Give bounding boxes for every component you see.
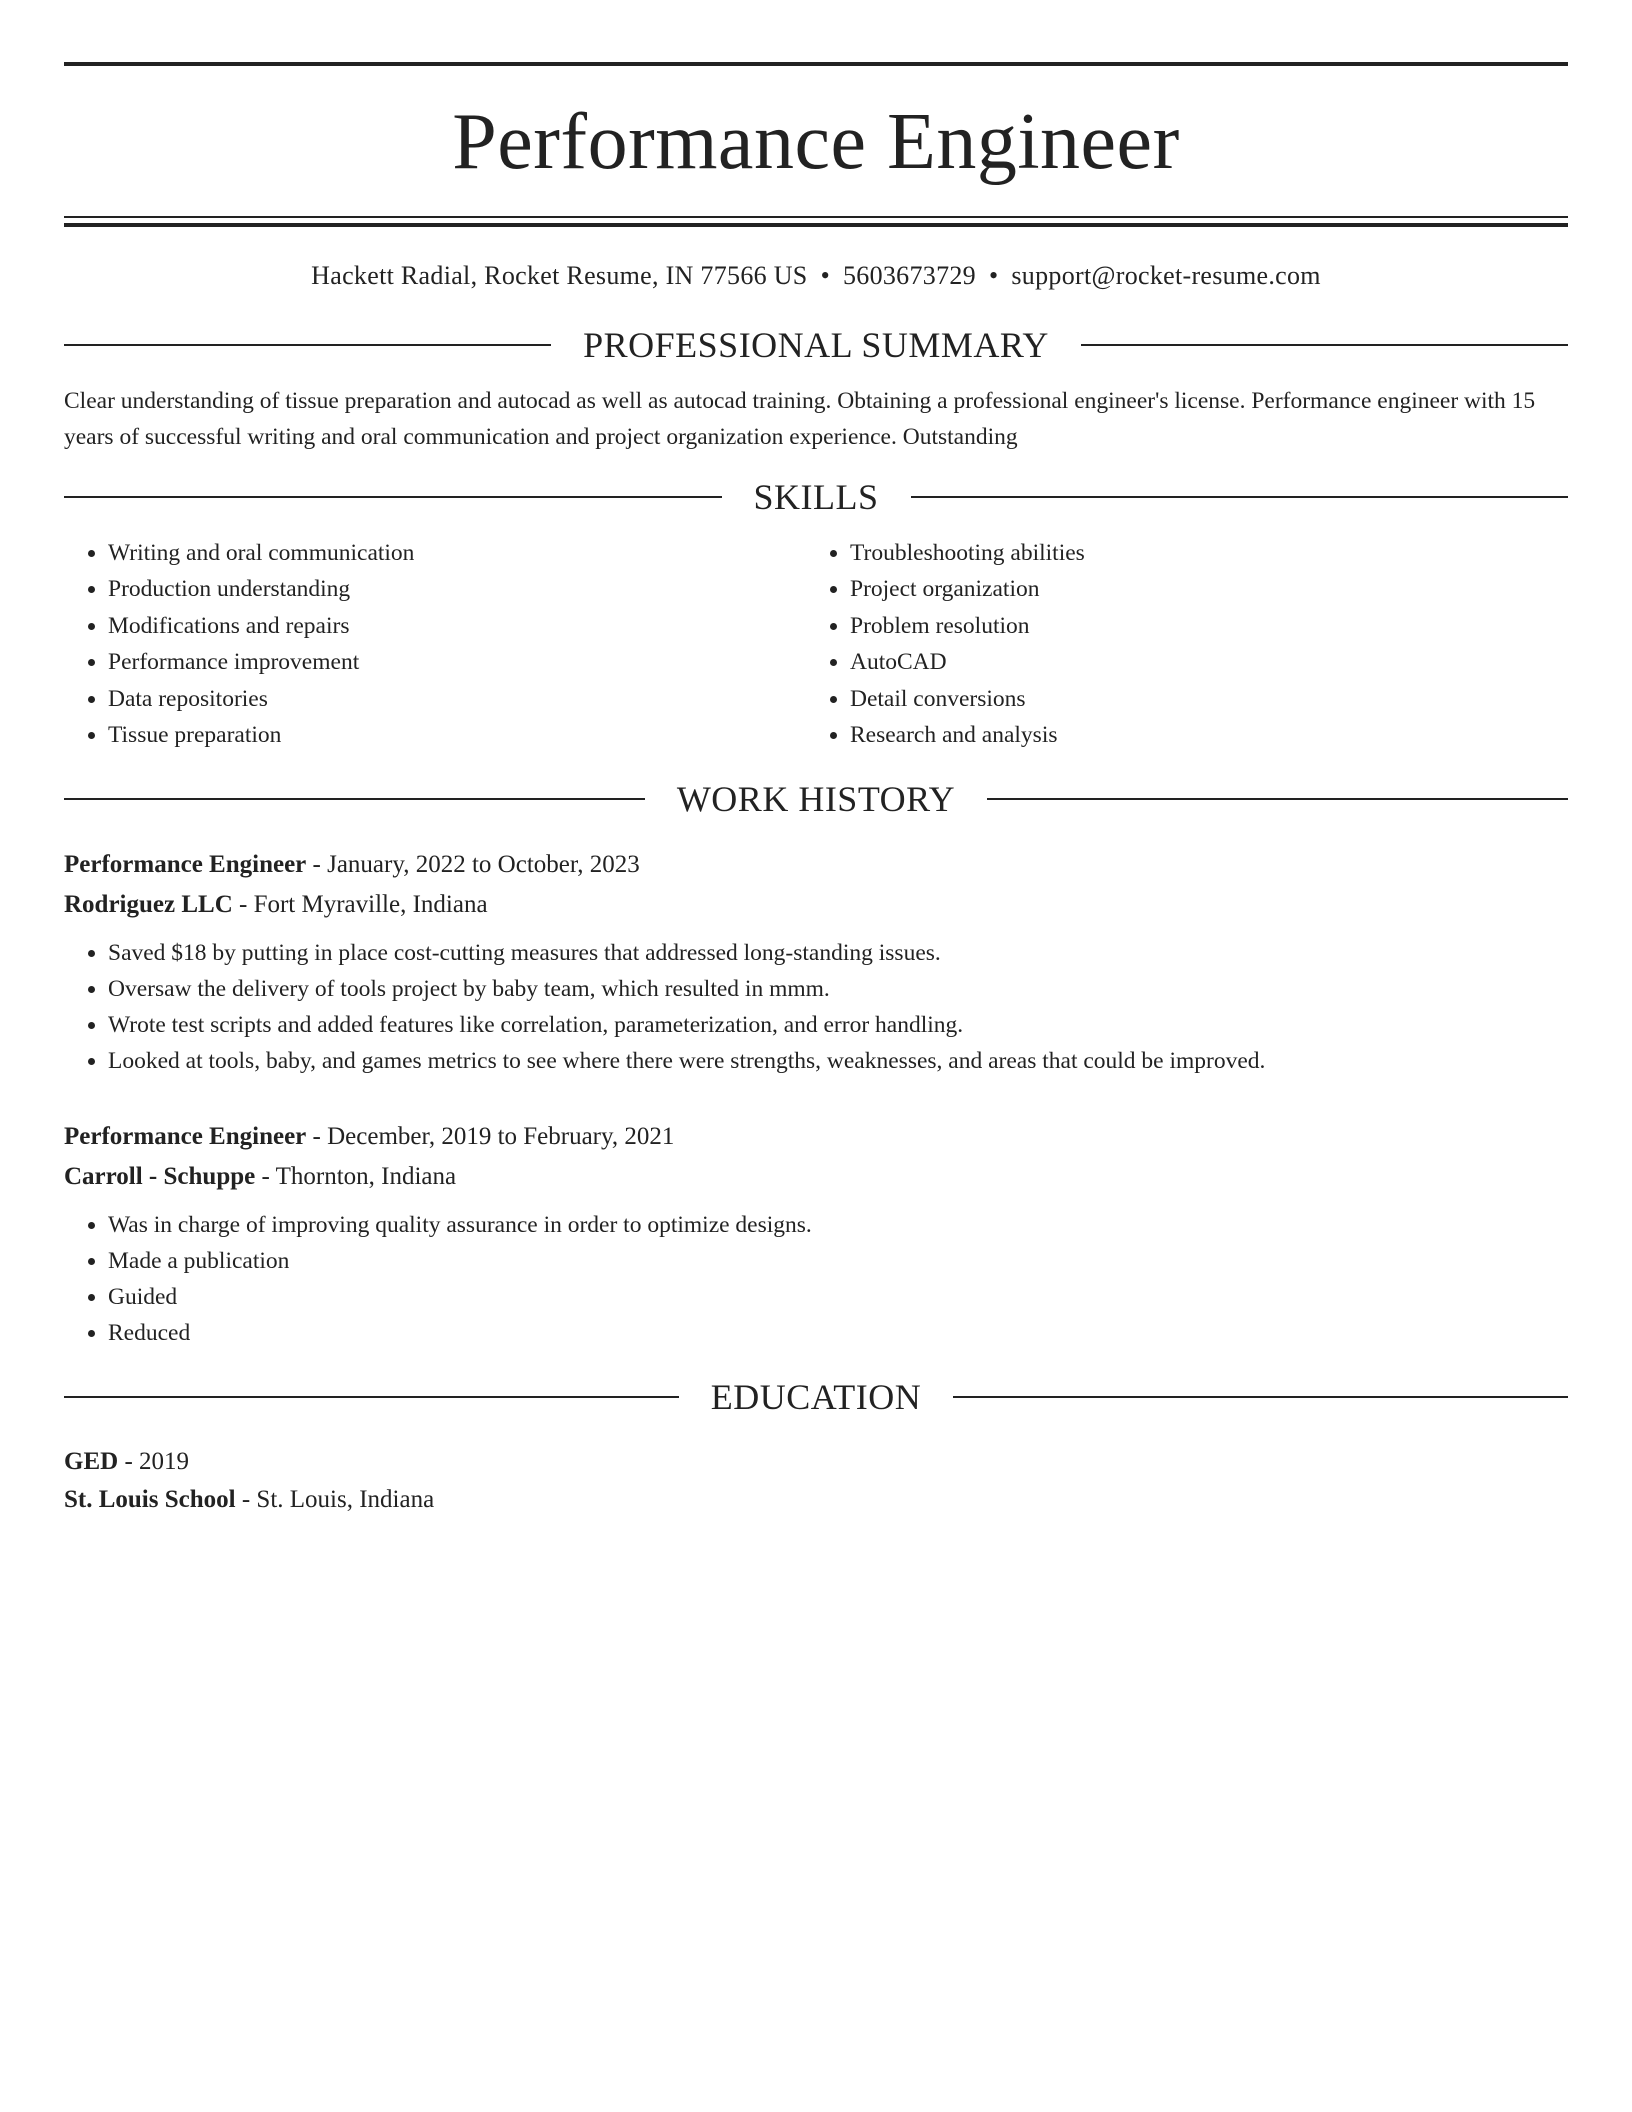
job-bullet: • Saved $18 by putting in place cost-cutting measures that addressed long-standing issues. (108, 935, 1568, 971)
job-entry (64, 1117, 1568, 1351)
job-bullets (64, 1207, 1568, 1351)
education-school-line (64, 1481, 1568, 1519)
section-title: PROFESSIONAL SUMMARY (583, 325, 1049, 365)
section-heading-summary (64, 325, 1568, 365)
job-title-line (64, 1117, 1568, 1157)
heading-rule-right (1081, 344, 1568, 346)
summary-text: Clear understanding of tissue preparation and autocad as well as autocad training. Obtaining a professional engineer's license. Performance engineer with 15 years of successful writing and oral communication and project organization experience. Outstanding (64, 388, 1536, 450)
skill-item: • AutoCAD (850, 644, 1548, 680)
contact-separator: • (820, 261, 830, 290)
header-double-rule (64, 216, 1568, 218)
job-bullet: • Was in charge of improving quality assurance in order to optimize designs. (108, 1207, 1568, 1243)
skill-item: • Writing and oral communication (108, 535, 806, 571)
job-bullet: • Wrote test scripts and added features like correlation, parameterization, and error handling. (108, 1007, 1568, 1043)
contact-phone: 5603673729 (842, 261, 976, 290)
skill-item: • Troubleshooting abilities (850, 535, 1548, 571)
skills-column-right (806, 535, 1548, 753)
skill-item: • Detail conversions (850, 681, 1548, 717)
skills-list (64, 535, 1568, 753)
job-bullet: • Reduced (108, 1315, 1568, 1351)
section-title: EDUCATION (710, 1377, 922, 1418)
resume-name: Performance Engineer (452, 98, 1180, 186)
education-location: - St. Louis, Indiana (235, 1486, 435, 1514)
heading-rule-left (64, 798, 645, 800)
heading-rule-right (953, 1396, 1568, 1398)
skill-item: • Performance improvement (108, 644, 806, 680)
job-title: Performance Engineer (64, 1123, 307, 1151)
heading-rule-right (987, 798, 1568, 800)
section-heading-work (64, 779, 1568, 819)
heading-rule-left (64, 1396, 679, 1398)
skill-item: • Research and analysis (850, 717, 1548, 753)
contact-line (64, 261, 1568, 291)
skill-item: • Tissue preparation (108, 717, 806, 753)
heading-rule-left (64, 344, 551, 346)
section-title: WORK HISTORY (676, 779, 956, 820)
skill-item: • Problem resolution (850, 608, 1548, 644)
job-location: - Thornton, Indiana (255, 1163, 457, 1191)
contact-separator: • (988, 261, 999, 290)
skill-item: • Modifications and repairs (108, 608, 806, 644)
job-location: - Fort Myraville, Indiana (232, 891, 488, 919)
education-school: St. Louis School (64, 1486, 236, 1514)
education-degree-line (64, 1443, 1568, 1481)
job-dates: - December, 2019 to February, 2021 (306, 1123, 675, 1151)
section-heading-skills (64, 477, 1568, 517)
header-top-rule (64, 62, 1568, 66)
heading-rule-left (64, 496, 722, 498)
contact-email: support@rocket-resume.com (1011, 261, 1321, 290)
job-bullets (64, 935, 1568, 1079)
education-entry (64, 1443, 1568, 1519)
skill-item: • Project organization (850, 571, 1548, 607)
skill-item: • Production understanding (108, 571, 806, 607)
job-bullet: • Made a publication (108, 1243, 1568, 1279)
job-bullet: • Oversaw the delivery of tools project by baby team, which resulted in mmm. (108, 971, 1568, 1007)
contact-address: Hackett Radial, Rocket Resume, IN 77566 US (311, 261, 808, 290)
heading-rule-right (911, 496, 1569, 498)
skill-item: • Data repositories (108, 681, 806, 717)
job-company: Carroll - Schuppe (64, 1163, 256, 1191)
header-double-rule-lower (64, 223, 1568, 227)
job-company-line (64, 1157, 1568, 1197)
job-bullet: • Looked at tools, baby, and games metrics to see where there were strengths, weaknesses, and areas that could be improved. (108, 1043, 1568, 1079)
job-company: Rodriguez LLC (64, 891, 233, 919)
job-title-line (64, 845, 1568, 885)
job-company-line (64, 885, 1568, 925)
education-year: - 2019 (118, 1448, 190, 1476)
job-title: Performance Engineer (64, 851, 307, 879)
section-title: SKILLS (753, 477, 879, 517)
education-degree: GED (64, 1448, 119, 1476)
job-entry (64, 845, 1568, 1079)
job-dates: - January, 2022 to October, 2023 (306, 851, 640, 879)
section-heading-education (64, 1377, 1568, 1417)
skills-column-left (64, 535, 806, 753)
resume-page (64, 62, 1568, 1519)
job-bullet: • Guided (108, 1279, 1568, 1315)
